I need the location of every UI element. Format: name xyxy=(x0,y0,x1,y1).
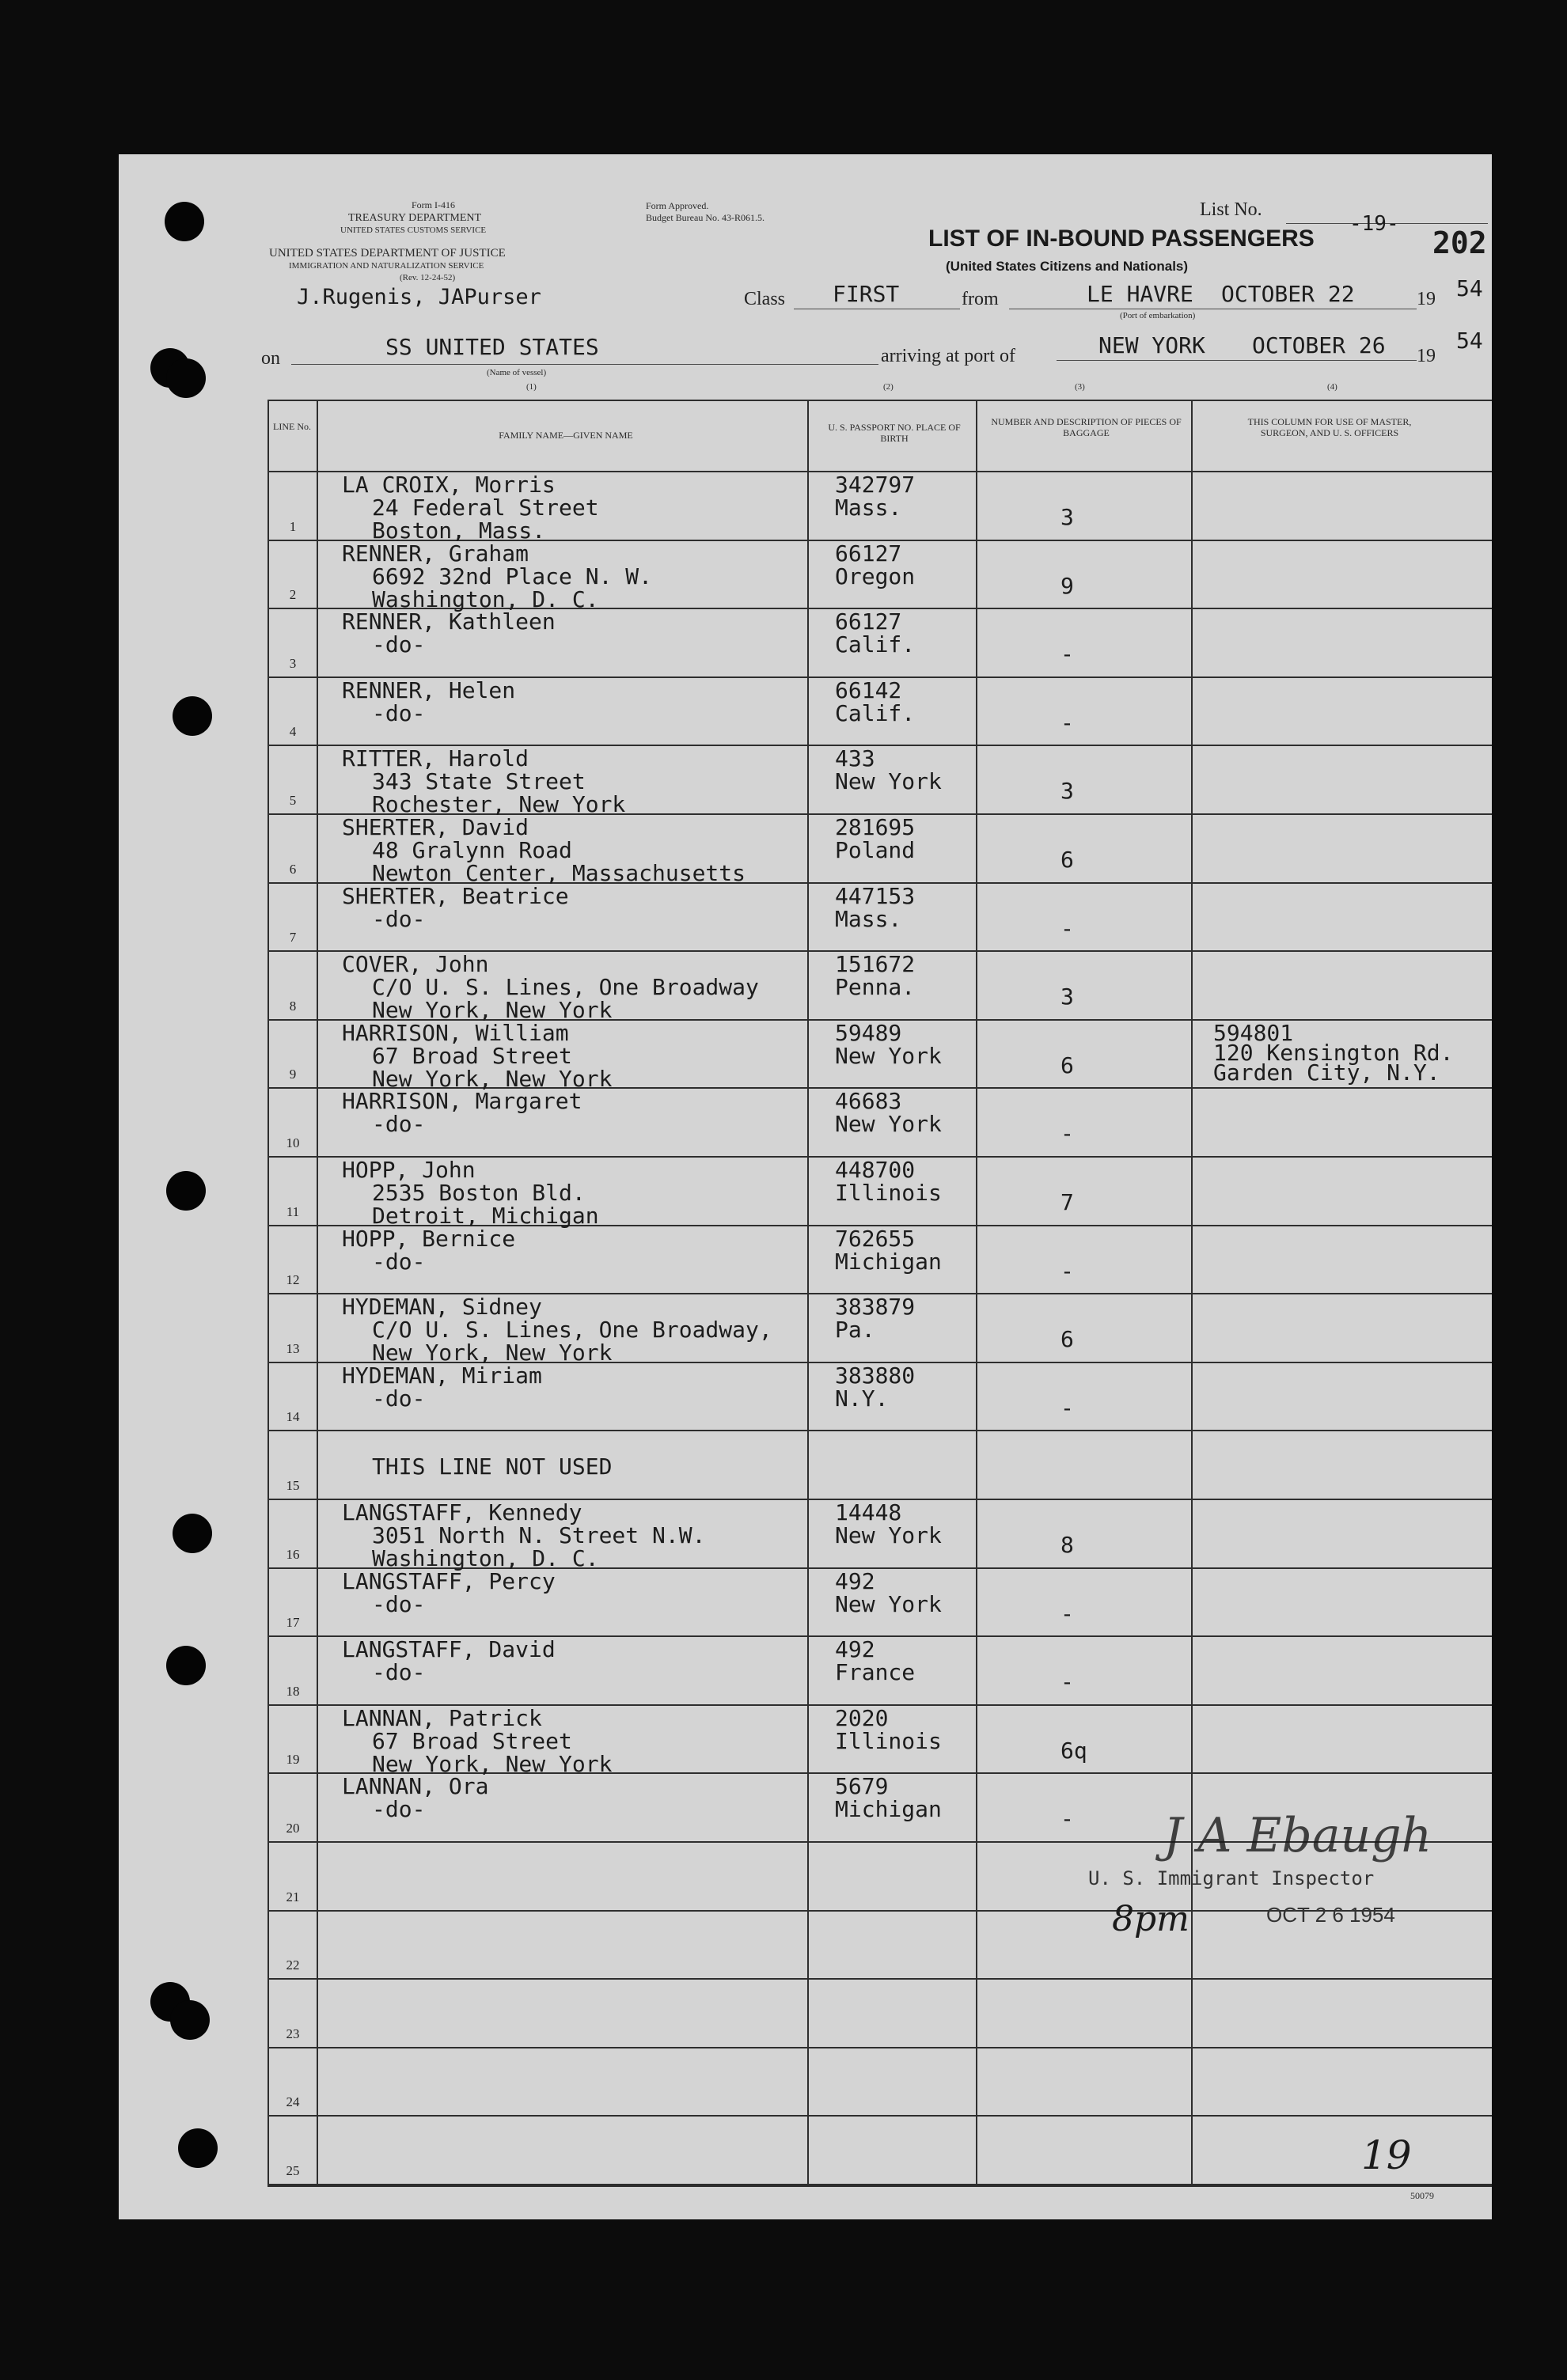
arrival-date: OCTOBER 26 xyxy=(1252,332,1386,358)
passenger-name: HOPP, Bernice xyxy=(342,1225,516,1252)
passenger-address: Boston, Mass. xyxy=(372,517,546,544)
vessel-name: SS UNITED STATES xyxy=(385,334,599,360)
passenger-name: LANNAN, Ora xyxy=(342,1773,489,1800)
stamp-date: OCT 2 6 1954 xyxy=(1266,1903,1395,1927)
baggage-count: - xyxy=(1060,641,1074,668)
line-number: 12 xyxy=(286,1272,300,1288)
print-code: 50079 xyxy=(1410,2190,1434,2201)
place-of-birth: France xyxy=(835,1659,916,1686)
passenger-address: -do- xyxy=(372,1385,426,1412)
table-bottom-border xyxy=(267,2185,1492,2187)
customs-service: UNITED STATES CUSTOMS SERVICE xyxy=(340,225,487,235)
budget-bureau: Budget Bureau No. 43-R061.5. xyxy=(646,212,765,223)
baggage-count: 3 xyxy=(1060,504,1074,530)
passenger-name: RENNER, Kathleen xyxy=(342,608,556,635)
place-of-birth: New York xyxy=(835,1111,942,1138)
baggage-count: 6 xyxy=(1060,1052,1074,1078)
punch-hole xyxy=(166,358,206,398)
passenger-name: SHERTER, Beatrice xyxy=(342,882,569,909)
passenger-address: -do- xyxy=(372,631,426,658)
passenger-name: LANGSTAFF, David xyxy=(342,1636,556,1663)
passenger-name: RITTER, Harold xyxy=(342,745,529,772)
passport-number: 383879 xyxy=(835,1294,916,1321)
form-revision: (Rev. 12-24-52) xyxy=(400,273,456,282)
passenger-name: COVER, John xyxy=(342,951,489,978)
place-of-birth: Michigan xyxy=(835,1796,942,1823)
arrival-port: NEW YORK xyxy=(1098,332,1205,358)
baggage-count: - xyxy=(1060,1600,1074,1627)
punch-hole xyxy=(170,2000,210,2040)
passenger-address: -do- xyxy=(372,699,426,726)
class-value: FIRST xyxy=(833,281,900,307)
passenger-address: 343 State Street xyxy=(372,768,586,795)
passport-number: 342797 xyxy=(835,472,916,498)
port-embarkation-note: (Port of embarkation) xyxy=(1120,311,1196,320)
passenger-name: LANNAN, Patrick xyxy=(342,1704,542,1731)
on-label: on xyxy=(261,348,280,369)
baggage-count: - xyxy=(1060,1120,1074,1147)
punch-hole xyxy=(173,696,212,736)
passport-number: 2020 xyxy=(835,1704,889,1731)
line-number: 20 xyxy=(286,1821,300,1836)
row-divider xyxy=(267,2184,1492,2185)
header-officers: THIS COLUMN FOR USE OF MASTER, SURGEON, AND U. S. OFFICERS xyxy=(1247,416,1412,438)
baggage-count: 6 xyxy=(1060,847,1074,873)
passenger-address: 3051 North N. Street N.W. xyxy=(372,1522,706,1548)
passport-number: 66127 xyxy=(835,608,902,635)
document-subtitle: (United States Citizens and Nationals) xyxy=(946,259,1189,274)
line-number: 21 xyxy=(286,1889,300,1904)
form-approved: Form Approved. xyxy=(646,200,709,211)
baggage-count: - xyxy=(1060,709,1074,736)
vessel-note: (Name of vessel) xyxy=(487,368,547,377)
class-label: Class xyxy=(744,289,786,309)
line-number: 24 xyxy=(286,2094,300,2110)
passenger-address: -do- xyxy=(372,1796,426,1823)
line-number: 7 xyxy=(289,930,297,946)
passenger-name: HYDEMAN, Miriam xyxy=(342,1362,542,1389)
passenger-address: 24 Federal Street xyxy=(372,495,599,521)
row-divider xyxy=(267,1430,1492,1431)
place-of-birth: Calif. xyxy=(835,699,916,726)
baggage-count: 3 xyxy=(1060,983,1074,1010)
baggage-count: 8 xyxy=(1060,1532,1074,1558)
line-number: 15 xyxy=(286,1478,300,1493)
passenger-address: C/O U. S. Lines, One Broadway xyxy=(372,974,759,1001)
place-of-birth: Mass. xyxy=(835,495,902,521)
treasury-department: TREASURY DEPARTMENT xyxy=(348,212,482,224)
passport-number: 448700 xyxy=(835,1157,916,1183)
place-of-birth: Michigan xyxy=(835,1248,942,1275)
place-of-birth: Illinois xyxy=(835,1727,942,1754)
place-of-birth: Penna. xyxy=(835,974,916,1001)
baggage-count: - xyxy=(1060,915,1074,942)
passport-number: 66142 xyxy=(835,676,902,703)
line-number: 1 xyxy=(289,518,297,534)
place-of-birth: Poland xyxy=(835,837,916,863)
handwritten-page-number: 19 xyxy=(1361,2132,1412,2178)
passenger-name: HYDEMAN, Sidney xyxy=(342,1294,542,1321)
line-number: 9 xyxy=(289,1067,297,1082)
baggage-count: - xyxy=(1060,1669,1074,1696)
place-of-birth: Mass. xyxy=(835,905,902,932)
passenger-address: Detroit, Michigan xyxy=(372,1203,599,1229)
purser: J.Rugenis, JAPurser xyxy=(297,285,541,309)
passenger-address: 6692 32nd Place N. W. xyxy=(372,563,653,589)
officer-remark: 594801 xyxy=(1213,1019,1294,1046)
officer-remark: Garden City, N.Y. xyxy=(1213,1059,1440,1086)
arrival-year: 54 xyxy=(1456,328,1483,354)
inspector-signature: J A Ebaugh xyxy=(1163,1808,1432,1863)
punch-hole xyxy=(178,2128,218,2168)
col-num-3: (3) xyxy=(1075,382,1085,392)
arriving-label: arriving at port of xyxy=(881,346,1015,366)
inspector-stamp: U. S. Immigrant Inspector xyxy=(1088,1867,1375,1889)
justice-department: UNITED STATES DEPARTMENT OF JUSTICE xyxy=(269,247,506,260)
place-of-birth: New York xyxy=(835,768,942,795)
passenger-name: LANGSTAFF, Kennedy xyxy=(342,1499,582,1525)
passenger-address: -do- xyxy=(372,1111,426,1138)
line-number: 3 xyxy=(289,655,297,671)
col-num-2: (2) xyxy=(883,382,894,392)
year-prefix-2: 19 xyxy=(1417,346,1436,366)
place-of-birth: Pa. xyxy=(835,1317,875,1343)
passenger-name: RENNER, Graham xyxy=(342,540,529,567)
header-baggage: NUMBER AND DESCRIPTION OF PIECES OF BAGGAGE xyxy=(991,416,1182,438)
place-of-birth: New York xyxy=(835,1522,942,1548)
place-of-birth: Calif. xyxy=(835,631,916,658)
line-number: 11 xyxy=(286,1203,300,1219)
embarkation-port: LE HAVRE xyxy=(1087,281,1193,307)
place-of-birth: New York xyxy=(835,1590,942,1617)
passport-number: 151672 xyxy=(835,951,916,978)
passport-number: 5679 xyxy=(835,1773,889,1800)
line-number: 18 xyxy=(286,1683,300,1699)
line-number: 17 xyxy=(286,1615,300,1631)
passenger-name: HARRISON, William xyxy=(342,1019,569,1046)
list-no: -19- xyxy=(1349,212,1399,236)
passport-number: 66127 xyxy=(835,540,902,567)
passenger-name: HOPP, John xyxy=(342,1157,476,1183)
departure-year: 54 xyxy=(1456,275,1483,301)
line-number: 2 xyxy=(289,587,297,603)
immigration-service: IMMIGRATION AND NATURALIZATION SERVICE xyxy=(289,261,484,271)
passenger-address: -do- xyxy=(372,905,426,932)
row-divider xyxy=(267,1978,1492,1980)
passenger-address: New York, New York xyxy=(372,1065,613,1092)
year-prefix: 19 xyxy=(1417,289,1436,309)
table-top-border xyxy=(267,400,1492,401)
officer-remark: 120 Kensington Rd. xyxy=(1213,1039,1454,1066)
passenger-address: Newton Center, Massachusetts xyxy=(372,860,746,886)
punch-hole xyxy=(165,202,204,241)
header-passport: U. S. PASSPORT NO. PLACE OF BIRTH xyxy=(828,422,961,444)
header-line-no: LINE No. xyxy=(273,421,311,432)
punch-hole xyxy=(173,1514,212,1553)
passenger-address: C/O U. S. Lines, One Broadway, xyxy=(372,1317,772,1343)
document-title: LIST OF IN-BOUND PASSENGERS xyxy=(928,225,1315,252)
departure-date: OCTOBER 22 xyxy=(1221,281,1355,307)
passenger-address: New York, New York xyxy=(372,1340,613,1366)
line-number: 5 xyxy=(289,793,297,808)
baggage-count: 9 xyxy=(1060,572,1074,599)
line-number: 8 xyxy=(289,998,297,1014)
line-number: 19 xyxy=(286,1752,300,1768)
line-number: 23 xyxy=(286,2026,300,2041)
form-number: Form I-416 xyxy=(412,199,455,210)
place-of-birth: Oregon xyxy=(835,563,916,589)
baggage-count: 6 xyxy=(1060,1326,1074,1353)
row-divider xyxy=(267,2047,1492,2048)
passport-number: 46683 xyxy=(835,1088,902,1115)
passport-number: 59489 xyxy=(835,1019,902,1046)
punch-hole xyxy=(166,1171,206,1211)
header-name: FAMILY NAME—GIVEN NAME xyxy=(499,430,633,441)
baggage-count: 7 xyxy=(1060,1189,1074,1215)
passport-number: 492 xyxy=(835,1636,875,1663)
passenger-address: New York, New York xyxy=(372,1750,613,1777)
baggage-count: 3 xyxy=(1060,778,1074,805)
passenger-name: SHERTER, David xyxy=(342,814,529,840)
baggage-count: 6q xyxy=(1060,1737,1087,1764)
line-number: 16 xyxy=(286,1546,300,1562)
line-number: 14 xyxy=(286,1409,300,1425)
punch-hole xyxy=(166,1646,206,1685)
passenger-address: -do- xyxy=(372,1248,426,1275)
col-num-1: (1) xyxy=(526,382,537,392)
line-number: 22 xyxy=(286,1957,300,1973)
passenger-address: 67 Broad Street xyxy=(372,1042,572,1069)
row-divider xyxy=(267,2115,1492,2117)
passport-number: 14448 xyxy=(835,1499,902,1525)
passenger-address: New York, New York xyxy=(372,997,613,1024)
passport-number: 433 xyxy=(835,745,875,772)
passport-number: 383880 xyxy=(835,1362,916,1389)
place-of-birth: N.Y. xyxy=(835,1385,889,1412)
passenger-address: 2535 Boston Bld. xyxy=(372,1180,586,1206)
baggage-count: - xyxy=(1060,1806,1074,1832)
passenger-address: Rochester, New York xyxy=(372,791,626,818)
passenger-name: RENNER, Helen xyxy=(342,676,516,703)
line-number: 25 xyxy=(286,2163,300,2178)
passenger-name: HARRISON, Margaret xyxy=(342,1088,582,1115)
line-number: 4 xyxy=(289,724,297,740)
place-of-birth: New York xyxy=(835,1042,942,1069)
baggage-count: - xyxy=(1060,1257,1074,1284)
passport-number: 762655 xyxy=(835,1225,916,1252)
passport-number: 492 xyxy=(835,1567,875,1594)
line-number: 10 xyxy=(286,1135,300,1150)
from-label: from xyxy=(962,289,999,309)
page-number: 202 xyxy=(1432,225,1487,260)
passenger-address: -do- xyxy=(372,1590,426,1617)
passenger-address: Washington, D. C. xyxy=(372,586,599,612)
baggage-count: - xyxy=(1060,1394,1074,1421)
passenger-address: -do- xyxy=(372,1659,426,1686)
col-num-4: (4) xyxy=(1327,382,1337,392)
line-number: 6 xyxy=(289,861,297,877)
passenger-address: 67 Broad Street xyxy=(372,1727,572,1754)
stamp-initials: 8pm xyxy=(1112,1899,1189,1939)
list-no-label: List No. xyxy=(1200,199,1262,220)
passenger-address: Washington, D. C. xyxy=(372,1545,599,1571)
passenger-address: 48 Gralynn Road xyxy=(372,837,572,863)
passenger-name: LANGSTAFF, Percy xyxy=(342,1567,556,1594)
place-of-birth: Illinois xyxy=(835,1180,942,1206)
passport-number: 447153 xyxy=(835,882,916,909)
passenger-name: LA CROIX, Morris xyxy=(342,472,556,498)
passenger-address: THIS LINE NOT USED xyxy=(372,1453,613,1480)
line-number: 13 xyxy=(286,1340,300,1356)
passport-number: 281695 xyxy=(835,814,916,840)
